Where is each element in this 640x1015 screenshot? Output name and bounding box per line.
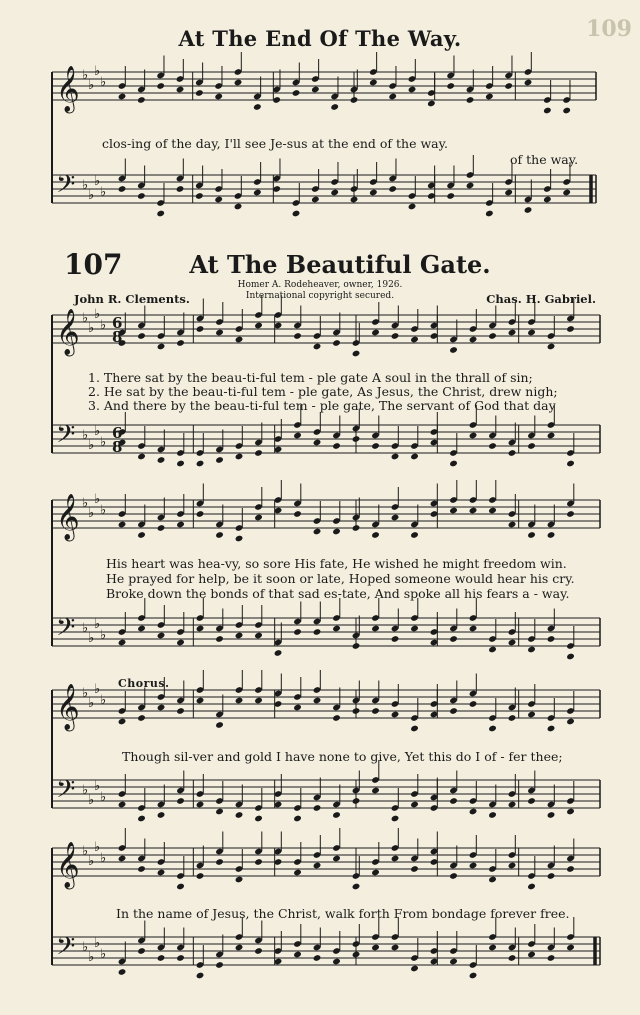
svg-text:𝄞: 𝄞	[56, 684, 80, 730]
verse-line-5: He prayed for help, be it soon or late, Hoped someone would hear his cry.	[106, 571, 575, 586]
svg-text:♭: ♭	[88, 631, 95, 646]
hymn-title: At The Beautiful Gate.	[189, 250, 491, 279]
svg-text:♭: ♭	[88, 793, 95, 808]
copyright-notice: International copyright secured.	[245, 291, 395, 301]
svg-text:♭: ♭	[100, 435, 107, 450]
svg-text:𝄢: 𝄢	[56, 932, 76, 967]
svg-text:♭: ♭	[94, 307, 101, 322]
svg-text:♭: ♭	[88, 506, 95, 521]
svg-text:♭: ♭	[94, 936, 101, 951]
svg-text:6: 6	[112, 424, 123, 442]
svg-text:♭: ♭	[88, 950, 95, 965]
svg-text:8: 8	[112, 328, 123, 346]
svg-text:♭: ♭	[82, 178, 89, 193]
copyright-owner: Homer A. Rodeheaver, owner, 1926.	[237, 280, 403, 290]
svg-text:♭: ♭	[82, 311, 89, 326]
svg-text:𝄢: 𝄢	[56, 420, 76, 455]
svg-text:6: 6	[112, 314, 123, 332]
svg-text:♭: ♭	[94, 617, 101, 632]
svg-text:♭: ♭	[100, 503, 107, 518]
author: John R. Clements.	[74, 292, 190, 306]
svg-text:♭: ♭	[82, 686, 89, 701]
page-number: 109	[586, 16, 632, 42]
composer: Chas. H. Gabriel.	[486, 292, 596, 306]
chorus-line-1: Though sil-ver and gold I have none to give, Yet this do I of - fer thee;	[122, 749, 563, 764]
svg-text:♭: ♭	[94, 682, 101, 697]
svg-text:𝄞: 𝄞	[56, 842, 80, 888]
svg-text:♭: ♭	[100, 185, 107, 200]
svg-text:𝄢: 𝄢	[56, 170, 76, 205]
svg-text:♭: ♭	[82, 940, 89, 955]
svg-text:♭: ♭	[88, 78, 95, 93]
svg-text:♭: ♭	[88, 321, 95, 336]
prev-hymn-refrain-tail: of the way.	[510, 152, 579, 167]
svg-text:♭: ♭	[100, 318, 107, 333]
svg-text:♭: ♭	[82, 68, 89, 83]
svg-text:𝄞: 𝄞	[56, 309, 80, 355]
svg-text:♭: ♭	[100, 75, 107, 90]
chorus-label: Chorus.	[118, 677, 170, 690]
svg-text:♭: ♭	[82, 621, 89, 636]
verse-line-4: His heart was hea-vy, so sore His fate, He wished he might freedom win.	[106, 556, 567, 571]
svg-text:♭: ♭	[94, 840, 101, 855]
verse-line-2: 2. He sat by the beau-ti-ful tem - ple gate, As Jesus, the Christ, drew nigh;	[88, 384, 558, 399]
svg-text:♭: ♭	[94, 174, 101, 189]
svg-text:𝄞: 𝄞	[56, 66, 80, 112]
svg-text:♭: ♭	[100, 628, 107, 643]
svg-text:♭: ♭	[100, 693, 107, 708]
svg-text:♭: ♭	[94, 424, 101, 439]
verse-line-1: 1. There sat by the beau-ti-ful tem - ple gate A soul in the thrall of sin;	[88, 370, 533, 385]
verse-line-3: 3. And there by the beau-ti-ful tem - ple gate, The servant of God that day	[88, 398, 556, 413]
hymn-number: 107	[64, 248, 123, 281]
svg-text:♭: ♭	[88, 188, 95, 203]
svg-text:♭: ♭	[88, 438, 95, 453]
prev-hymn-lyric: clos-ing of the day, I'll see Je-sus at the end of the way.	[102, 136, 448, 151]
svg-text:♭: ♭	[100, 790, 107, 805]
verse-line-6: Broke down the bonds of that sad es-tate, And spoke all his fears a - way.	[106, 586, 570, 601]
svg-text:♭: ♭	[100, 947, 107, 962]
svg-text:♭: ♭	[94, 64, 101, 79]
svg-text:𝄞: 𝄞	[56, 494, 80, 540]
svg-text:♭: ♭	[82, 844, 89, 859]
chorus-line-2: In the name of Jesus, the Christ, walk forth From bondage forever free.	[116, 906, 570, 921]
svg-text:♭: ♭	[82, 428, 89, 443]
prev-hymn-title: At The End Of The Way.	[178, 26, 462, 51]
svg-text:♭: ♭	[88, 696, 95, 711]
svg-text:𝄢: 𝄢	[56, 775, 76, 810]
svg-text:8: 8	[112, 438, 123, 456]
svg-text:♭: ♭	[82, 783, 89, 798]
svg-text:♭: ♭	[94, 779, 101, 794]
svg-text:♭: ♭	[94, 492, 101, 507]
svg-text:♭: ♭	[88, 854, 95, 869]
svg-text:♭: ♭	[82, 496, 89, 511]
svg-text:𝄢: 𝄢	[56, 613, 76, 648]
svg-text:♭: ♭	[100, 851, 107, 866]
